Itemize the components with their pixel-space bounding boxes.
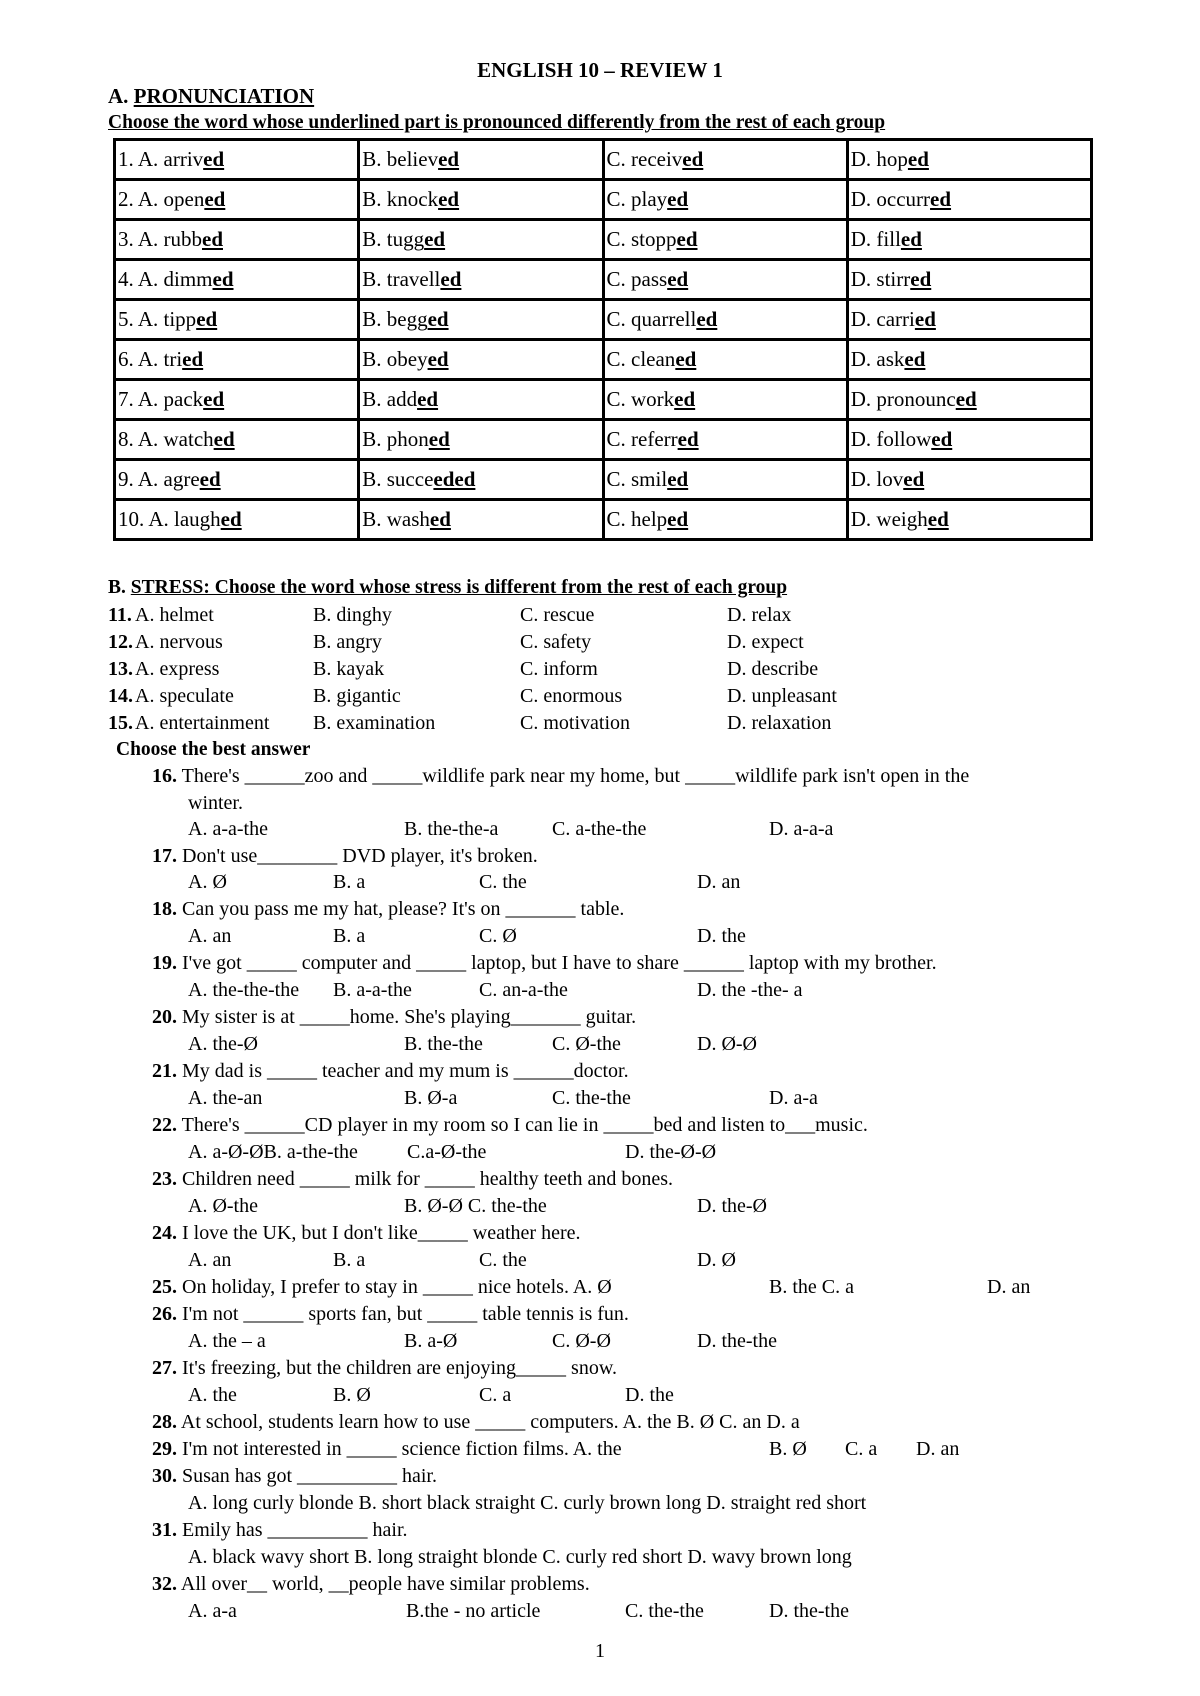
word-stem: B. succe <box>362 467 434 491</box>
section-letter: A. <box>108 84 129 108</box>
word-stem: 1. A. arriv <box>118 147 204 171</box>
word-stem: 3. A. rubb <box>118 227 202 251</box>
pronunciation-cell <box>115 500 359 540</box>
question-19 <box>152 952 937 975</box>
option-d: D. a-a-a <box>769 818 834 840</box>
underlined-part: ed <box>910 267 932 291</box>
underlined-part: ed <box>203 147 225 171</box>
question-number: 13. <box>108 658 133 680</box>
option-d: D. expect <box>727 631 804 653</box>
question-text: Susan has got __________ hair. <box>177 1465 437 1487</box>
option-a: A. the <box>188 1384 237 1406</box>
pronunciation-cell <box>115 340 359 380</box>
pronunciation-cell <box>115 300 359 340</box>
question-number: 21. <box>152 1060 177 1082</box>
option-c: C. enormous <box>520 685 623 707</box>
pronunciation-instruction: Choose the word whose underlined part is pronounced differently from the rest of each group <box>108 112 886 133</box>
options-line: A. black wavy short B. long straight blonde C. curly red short D. wavy brown long <box>188 1546 852 1568</box>
question-number: 27. <box>152 1357 177 1379</box>
option-b: B. kayak <box>313 658 385 680</box>
underlined-part: ed <box>438 187 460 211</box>
question-text: Don't use________ DVD player, it's broken. <box>177 845 538 867</box>
word-stem: C. pass <box>606 267 668 291</box>
question-25 <box>152 1276 612 1299</box>
word-stem: 5. A. tipp <box>118 307 197 331</box>
option-b: B. a <box>333 871 366 893</box>
underlined-part: ed <box>903 467 925 491</box>
word-stem: D. lov <box>850 467 904 491</box>
pronunciation-cell <box>847 460 1091 500</box>
question-number: 17. <box>152 845 177 867</box>
option-c: C. a-the-the <box>552 818 647 840</box>
question-27 <box>152 1357 617 1380</box>
page-title: ENGLISH 10 – REVIEW 1 <box>477 58 723 82</box>
underlined-part: ed <box>675 347 697 371</box>
question-text: There's ______zoo and _____wildlife park near my home, but _____wildlife park isn't open in the <box>177 765 970 787</box>
pronunciation-cell <box>359 340 603 380</box>
word-stem: 2. A. open <box>118 187 205 211</box>
option-a: A. the-an <box>188 1087 263 1109</box>
option-b: B. the C. a <box>769 1276 854 1298</box>
option-d: D. a-a <box>769 1087 818 1109</box>
word-stem: 4. A. dimm <box>118 267 213 291</box>
pronunciation-row <box>115 500 1092 540</box>
word-stem: C. work <box>606 387 675 411</box>
option-c: C. Ø-the <box>552 1033 621 1055</box>
pronunciation-cell <box>847 500 1091 540</box>
option-a: A. nervous <box>135 631 223 653</box>
underlined-part: ed <box>667 507 689 531</box>
option-c: C. Ø-Ø <box>552 1330 611 1352</box>
option-d: D. relax <box>727 604 792 626</box>
option-a: A. Ø <box>188 871 227 893</box>
question-30 <box>152 1465 437 1488</box>
question-number: 31. <box>152 1519 177 1541</box>
option-c: C. Ø <box>479 925 517 947</box>
question-22 <box>152 1114 868 1137</box>
underlined-part: ed <box>927 507 949 531</box>
underlined-part: ed <box>220 507 242 531</box>
option-a: A. speculate <box>135 685 234 707</box>
question-number: 28. <box>152 1411 177 1433</box>
word-stem: C. referr <box>606 427 678 451</box>
word-stem: D. occurr <box>850 187 931 211</box>
pronunciation-cell <box>603 500 847 540</box>
word-stem: C. receiv <box>606 147 683 171</box>
pronunciation-cell <box>115 260 359 300</box>
options-line: A. long curly blonde B. short black straight C. curly brown long D. straight red short <box>188 1492 867 1514</box>
question-number: 19. <box>152 952 177 974</box>
option-b: B. Ø <box>769 1438 807 1460</box>
word-stem: 9. A. agre <box>118 467 200 491</box>
option-b: B. angry <box>313 631 382 653</box>
option-b: B. a-Ø <box>404 1330 458 1352</box>
option-a: A. the – a <box>188 1330 266 1352</box>
word-stem: B. wash <box>362 507 430 531</box>
best-answer-heading: Choose the best answer <box>116 739 311 760</box>
section-title: PRONUNCIATION <box>133 84 315 108</box>
underlined-part: ed <box>199 467 221 491</box>
option-a: A. entertainment <box>135 712 270 734</box>
pronunciation-cell <box>603 300 847 340</box>
pronunciation-row <box>115 300 1092 340</box>
question-text: I love the UK, but I don't like_____ weather here. <box>177 1222 581 1244</box>
word-stem: 10. A. laugh <box>118 507 221 531</box>
option-c: C. rescue <box>520 604 595 626</box>
pronunciation-cell <box>359 380 603 420</box>
option-b: B.the - no article <box>406 1600 541 1622</box>
underlined-part: ed <box>674 387 696 411</box>
option-c: C. a <box>845 1438 878 1460</box>
word-stem: B. travell <box>362 267 441 291</box>
option-d: D. relaxation <box>727 712 832 734</box>
option-b: B. a <box>333 925 366 947</box>
option-d: D. the-the <box>697 1330 777 1352</box>
option-b: B. the-the-a <box>404 818 499 840</box>
question-number: 32. <box>152 1573 177 1595</box>
underlined-part: ed <box>196 307 218 331</box>
pronunciation-table <box>113 138 1093 541</box>
question-text: It's freezing, but the children are enjoying_____ snow. <box>177 1357 617 1379</box>
question-31 <box>152 1519 408 1542</box>
word-stem: D. ask <box>850 347 905 371</box>
pronunciation-cell <box>847 140 1091 180</box>
option-a: A. helmet <box>135 604 214 626</box>
option-a: A. the-Ø <box>188 1033 258 1055</box>
option-d: D. the <box>625 1384 674 1406</box>
underlined-part: ed <box>440 267 462 291</box>
question-text: I'm not ______ sports fan, but _____ table tennis is fun. <box>177 1303 629 1325</box>
pronunciation-cell <box>359 500 603 540</box>
word-stem: B. obey <box>362 347 428 371</box>
pronunciation-cell <box>603 220 847 260</box>
question-text: Children need _____ milk for _____ healthy teeth and bones. <box>177 1168 674 1190</box>
word-stem: B. tugg <box>362 227 425 251</box>
pronunciation-cell <box>847 220 1091 260</box>
option-d: D. Ø <box>697 1249 736 1271</box>
pronunciation-cell <box>359 420 603 460</box>
word-stem: C. smil <box>606 467 668 491</box>
pronunciation-row <box>115 220 1092 260</box>
underlined-part: ed <box>667 187 689 211</box>
option-b: B. dinghy <box>313 604 392 626</box>
option-b: B. gigantic <box>313 685 401 707</box>
section-title: STRESS: Choose the word whose stress is different from the rest of each group <box>130 577 788 598</box>
pronunciation-cell <box>359 220 603 260</box>
question-29 <box>152 1438 622 1461</box>
word-stem: B. begg <box>362 307 428 331</box>
underlined-part: ed <box>677 427 699 451</box>
question-26 <box>152 1303 629 1326</box>
question-number: 30. <box>152 1465 177 1487</box>
question-number: 14. <box>108 685 133 707</box>
word-stem: C. clean <box>606 347 676 371</box>
page-number: 1 <box>595 1640 605 1662</box>
question-text: Emily has __________ hair. <box>177 1519 408 1541</box>
pronunciation-cell <box>847 300 1091 340</box>
option-d: D. the-Ø-Ø <box>625 1141 717 1163</box>
pronunciation-cell <box>603 460 847 500</box>
option-b: B. a <box>333 1249 366 1271</box>
option-a: A. the-the-the <box>188 979 300 1001</box>
question-number: 22. <box>152 1114 177 1136</box>
option-b: B. Ø <box>333 1384 371 1406</box>
pronunciation-cell <box>847 260 1091 300</box>
word-stem: C. help <box>606 507 668 531</box>
option-b: B. Ø-Ø C. the-the <box>404 1195 547 1217</box>
underlined-part: ed <box>212 267 234 291</box>
question-32 <box>152 1573 590 1596</box>
pronunciation-cell <box>359 140 603 180</box>
option-c: C. an-a-the <box>479 979 568 1001</box>
option-d: D. an <box>697 871 741 893</box>
word-stem: 7. A. pack <box>118 387 204 411</box>
underlined-part: ed <box>213 427 235 451</box>
option-d: D. unpleasant <box>727 685 837 707</box>
word-stem: D. weigh <box>850 507 928 531</box>
question-number: 11. <box>108 604 132 626</box>
option-c: C. the <box>479 1249 527 1271</box>
pronunciation-cell <box>359 180 603 220</box>
question-number: 18. <box>152 898 177 920</box>
option-c: C. motivation <box>520 712 630 734</box>
underlined-part: ed <box>904 347 926 371</box>
section-b-heading <box>108 577 787 599</box>
option-c: C. the-the <box>552 1087 631 1109</box>
word-stem: 6. A. tri <box>118 347 183 371</box>
pronunciation-cell <box>603 340 847 380</box>
question-text: I've got _____ computer and _____ laptop, but I have to share ______ laptop with my brother. <box>177 952 937 974</box>
word-stem: B. add <box>362 387 418 411</box>
underlined-part: ed <box>900 227 922 251</box>
option-c: C. inform <box>520 658 598 680</box>
question-text: I'm not interested in _____ science fiction films. A. the <box>177 1438 622 1460</box>
pronunciation-cell <box>847 380 1091 420</box>
question-20 <box>152 1006 636 1029</box>
underlined-part: ed <box>667 267 689 291</box>
section-a-heading <box>108 84 314 109</box>
pronunciation-cell <box>359 260 603 300</box>
word-stem: B. believ <box>362 147 439 171</box>
option-a: A. express <box>135 658 220 680</box>
option-c: C. a <box>479 1384 512 1406</box>
pronunciation-row <box>115 340 1092 380</box>
question-number: 25. <box>152 1276 177 1298</box>
option-c: C.a-Ø-the <box>407 1141 487 1163</box>
word-stem: D. pronounc <box>850 387 956 411</box>
underlined-part: ed <box>914 307 936 331</box>
underlined-part: ed <box>202 227 223 251</box>
underlined-part: ed <box>931 427 953 451</box>
question-number: 20. <box>152 1006 177 1028</box>
pronunciation-cell <box>359 300 603 340</box>
word-stem: C. quarrell <box>606 307 697 331</box>
question-number: 29. <box>152 1438 177 1460</box>
option-a: A. a-a-the <box>188 818 268 840</box>
option-a: A. a-Ø-ØB. a-the-the <box>188 1141 358 1163</box>
word-stem: D. hop <box>850 147 908 171</box>
pronunciation-cell <box>115 180 359 220</box>
question-23 <box>152 1168 673 1191</box>
question-text: My dad is _____ teacher and my mum is ______doctor. <box>177 1060 629 1082</box>
underlined-part: ed <box>182 347 204 371</box>
underlined-part: ed <box>682 147 704 171</box>
pronunciation-cell <box>115 140 359 180</box>
question-number: 23. <box>152 1168 177 1190</box>
question-16 <box>152 765 969 788</box>
question-17 <box>152 845 538 868</box>
option-c: C. the <box>479 871 527 893</box>
underlined-part: ed <box>696 307 718 331</box>
underlined-part: ed <box>417 387 439 411</box>
underlined-part: ed <box>438 147 460 171</box>
question-text: All over__ world, __people have similar problems. <box>177 1573 590 1595</box>
option-d: D. the-Ø <box>697 1195 767 1217</box>
option-d: D. the -the- a <box>697 979 803 1001</box>
option-b: B. Ø-a <box>404 1087 458 1109</box>
option-a: A. Ø-the <box>188 1195 258 1217</box>
option-c: C. the-the <box>625 1600 704 1622</box>
word-stem: B. knock <box>362 187 439 211</box>
pronunciation-row <box>115 420 1092 460</box>
word-stem: C. play <box>606 187 668 211</box>
underlined-part: ed <box>203 387 225 411</box>
underlined-part: ed <box>428 427 450 451</box>
word-stem: D. follow <box>850 427 932 451</box>
pronunciation-cell <box>847 180 1091 220</box>
option-a: A. an <box>188 1249 232 1271</box>
pronunciation-cell <box>847 420 1091 460</box>
pronunciation-cell <box>603 380 847 420</box>
word-stem: D. stirr <box>850 267 911 291</box>
option-d: D. Ø-Ø <box>697 1033 757 1055</box>
underlined-part: ed <box>424 227 446 251</box>
pronunciation-cell <box>603 140 847 180</box>
underlined-part: ed <box>955 387 977 411</box>
pronunciation-cell <box>115 380 359 420</box>
underlined-part: ed <box>667 467 689 491</box>
option-d: D. describe <box>727 658 819 680</box>
word-stem: D. fill <box>850 227 901 251</box>
question-text: On holiday, I prefer to stay in _____ nice hotels. A. Ø <box>177 1276 612 1298</box>
pronunciation-cell <box>115 220 359 260</box>
word-stem: D. carri <box>850 307 915 331</box>
option-d: D. an <box>916 1438 960 1460</box>
pronunciation-cell <box>847 340 1091 380</box>
pronunciation-row <box>115 180 1092 220</box>
word-stem: 8. A. watch <box>118 427 214 451</box>
underlined-part: ed <box>204 187 226 211</box>
underlined-part: ed <box>930 187 952 211</box>
question-28 <box>152 1411 800 1434</box>
question-text: My sister is at _____home. She's playing_______ guitar. <box>177 1006 637 1028</box>
question-number: 16. <box>152 765 177 787</box>
question-number: 26. <box>152 1303 177 1325</box>
section-letter: B. <box>108 577 126 598</box>
question-number: 24. <box>152 1222 177 1244</box>
option-a: A. an <box>188 925 232 947</box>
pronunciation-row <box>115 460 1092 500</box>
pronunciation-cell <box>603 180 847 220</box>
underlined-part: ed <box>429 507 451 531</box>
option-c: C. safety <box>520 631 592 653</box>
underlined-part: ed <box>427 347 449 371</box>
option-a: A. a-a <box>188 1600 237 1622</box>
option-d: D. the <box>697 925 746 947</box>
question-24 <box>152 1222 581 1245</box>
pronunciation-cell <box>359 460 603 500</box>
underlined-part: eded <box>433 467 476 491</box>
word-stem: C. stopp <box>606 227 677 251</box>
pronunciation-cell <box>603 260 847 300</box>
option-b: B. examination <box>313 712 436 734</box>
underlined-part: ed <box>907 147 929 171</box>
option-b: B. the-the <box>404 1033 483 1055</box>
question-16-continued: winter. <box>188 792 243 814</box>
question-21 <box>152 1060 629 1083</box>
pronunciation-cell <box>115 420 359 460</box>
option-d: D. the-the <box>769 1600 849 1622</box>
pronunciation-row <box>115 380 1092 420</box>
underlined-part: ed <box>676 227 698 251</box>
underlined-part: ed <box>427 307 449 331</box>
pronunciation-row <box>115 140 1092 180</box>
pronunciation-cell <box>603 420 847 460</box>
option-d: D. an <box>987 1276 1031 1298</box>
question-text: Can you pass me my hat, please? It's on _______ table. <box>177 898 625 920</box>
pronunciation-cell <box>115 460 359 500</box>
question-text: There's ______CD player in my room so I can lie in _____bed and listen to___music. <box>177 1114 868 1136</box>
question-text: At school, students learn how to use _____ computers. A. the B. Ø C. an D. a <box>177 1411 800 1433</box>
question-number: 12. <box>108 631 133 653</box>
option-b: B. a-a-the <box>333 979 412 1001</box>
question-18 <box>152 898 624 921</box>
word-stem: B. phon <box>362 427 429 451</box>
question-number: 15. <box>108 712 133 734</box>
pronunciation-row <box>115 260 1092 300</box>
